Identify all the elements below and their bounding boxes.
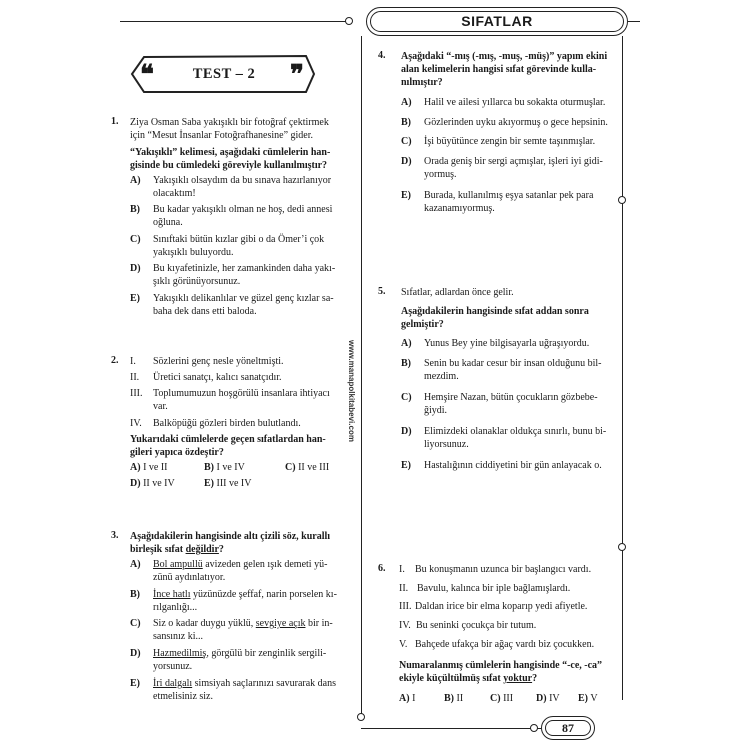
option-text-line2: yakışıklı buluyordu. [153, 247, 234, 258]
option-text-line1: İşi büyütünce zengin bir semte taşınmışlar. [424, 136, 596, 147]
option-text-line2: ğiydi. [424, 405, 448, 416]
roman-item-text: Üretici sanatçı, kalıcı sanatçıdır. [153, 372, 282, 383]
roman-numeral: I. [399, 564, 405, 575]
answer-letter: E) [204, 478, 214, 489]
page-title: SIFATLAR [461, 13, 533, 29]
answer-text: II ve IV [143, 478, 175, 489]
answer-letter: A) [399, 693, 410, 704]
option-text-line1 [153, 677, 336, 691]
answer-text: III [503, 693, 514, 704]
underlined-phrase: İri dalgalı [153, 678, 193, 689]
question-number: 1. [111, 116, 119, 127]
roman-item-text: Balköpüğü gözleri birden bulutlandı. [153, 418, 301, 429]
roman-item-text: Bahçede ufakça bir ağaç vardı biz çocukken. [415, 639, 595, 650]
roman-item [130, 417, 350, 431]
answer-a[interactable] [130, 462, 168, 473]
answer-letter: C) [490, 693, 501, 704]
option-letter: C) [401, 136, 412, 147]
q5-ask-line1: Aşağıdakilerin hangisinde sıfat addan sonra [401, 306, 589, 317]
roman-item [130, 387, 350, 415]
option-letter: E) [401, 190, 411, 201]
q3-ask-mark: ? [218, 544, 224, 555]
answer-b[interactable] [444, 693, 463, 704]
q3-ask-line2 [130, 543, 224, 557]
option-text-line2: baha dek dans etti baloda. [153, 306, 257, 317]
roman-item [399, 600, 619, 614]
answer-c[interactable] [490, 693, 513, 704]
footer-rule [361, 728, 541, 729]
option-text-line2: oğluna. [153, 217, 183, 228]
q5-ask-line2: gelmiştir? [401, 319, 444, 330]
q6-ask-line2 [399, 672, 537, 686]
option-text-line2: yorsunuz. [153, 661, 193, 672]
option-text-line1: Yakışıklı olsaydım da bu sınava hazırlanıyor [153, 175, 332, 186]
option-text-line2: yormuş. [424, 169, 457, 180]
option-letter: D) [130, 263, 141, 274]
option-text-line2: kazanamıyormuş. [424, 203, 495, 214]
option-text-line1: Orada geniş bir sergi açmışlar, işleri iyi gidi- [424, 156, 603, 167]
q4-ask-line2: alan kelimelerin hangisi sıfat görevinde kulla- [401, 64, 597, 75]
option-b[interactable] [130, 588, 350, 616]
option-text-rest: simsiyah saçlarınızı savurarak dans [192, 678, 336, 689]
option-b[interactable] [401, 116, 616, 130]
option-letter: E) [130, 293, 140, 304]
underlined-phrase: sevgiye açık [255, 618, 306, 629]
page-number: 87 [562, 721, 574, 735]
answer-a[interactable] [399, 693, 415, 704]
roman-numeral: I. [130, 356, 136, 367]
answer-letter: B) [444, 693, 454, 704]
option-a[interactable] [401, 96, 616, 110]
option-text-rest: avizeden gelen ışık demeti yü- [202, 559, 328, 570]
option-c[interactable] [130, 617, 350, 645]
option-text-line2: liyorsunuz. [424, 439, 469, 450]
option-a[interactable] [130, 558, 350, 586]
answer-text: II ve III [298, 462, 330, 473]
option-letter: E) [401, 460, 411, 471]
watermark: www.manapolkitabevi.com [347, 340, 356, 442]
option-a[interactable] [130, 174, 350, 202]
option-text-line1: Yunus Bey yine bilgisayarla uğraşıyordu. [424, 338, 590, 349]
roman-numeral: II. [399, 583, 409, 594]
q1-ask-line2: gisinde bu cümledeki göreviyle kullanılmıştır? [130, 160, 328, 171]
option-letter: D) [130, 648, 141, 659]
banner-close-quote: ❞ [290, 60, 304, 89]
roman-item [130, 355, 350, 369]
option-text-line1: Sınıftaki bütün kızlar gibi o da Ömer’i çok [153, 234, 325, 245]
option-text-line1 [153, 588, 337, 602]
option-text-rest: , görgülü bir zenginlik sergili- [206, 648, 327, 659]
answer-letter: B) [204, 462, 214, 473]
option-text-line2: zünü aydınlatıyor. [153, 572, 226, 583]
answer-b[interactable] [204, 462, 245, 473]
option-b[interactable] [130, 203, 350, 231]
option-d[interactable] [130, 262, 350, 290]
option-text-line1 [153, 558, 327, 572]
option-letter: B) [130, 589, 140, 600]
option-c[interactable] [401, 391, 616, 419]
answer-text: I [412, 693, 416, 704]
option-text-line1: Hastalığının ciddiyetini bir gün anlayacak o. [424, 460, 602, 471]
option-e[interactable] [401, 459, 616, 473]
underlined-phrase: İnce hatlı [153, 589, 191, 600]
option-text-line2: rılganlığı... [153, 602, 198, 613]
q4-ask-line3: nılmıştır? [401, 77, 443, 88]
column-divider [361, 36, 362, 716]
option-text-pre: Siz o kadar duygu yüklü, [153, 618, 256, 629]
question-number: 2. [111, 355, 119, 366]
option-text-line1: Elimizdeki olanaklar oldukça sınırlı, bunu bi- [424, 426, 607, 437]
option-d[interactable] [130, 647, 350, 675]
footer-rule-dot [530, 724, 538, 732]
banner-open-quote: ❝ [140, 60, 154, 89]
roman-numeral: IV. [399, 620, 411, 631]
roman-numeral: III. [399, 601, 412, 612]
option-b[interactable] [401, 357, 616, 385]
q1-stem-line1: Ziya Osman Saba yakışıklı bir fotoğraf çektirmek [130, 117, 329, 128]
question-number: 5. [378, 286, 386, 297]
roman-item [399, 582, 619, 596]
roman-item-text: Bu konuşmanın uzunca bir başlangıcı vardı. [415, 564, 592, 575]
header-rule-right [628, 21, 640, 22]
answer-text: I ve II [143, 462, 168, 473]
answer-d[interactable] [536, 693, 560, 704]
answer-letter: C) [285, 462, 296, 473]
option-text-line1: Halil ve ailesi yıllarca bu sokakta oturmuşlar. [424, 97, 606, 108]
right-rule-dot-top [618, 196, 626, 204]
underlined-phrase: Hazmedilmiş [153, 648, 207, 659]
q2-ask-line2: gileri yapıca özdeştir? [130, 447, 224, 458]
roman-item [399, 563, 619, 577]
option-text-line2: etmelisiniz siz. [153, 691, 213, 702]
q2-ask-line1: Yukarıdaki cümlelerde geçen sıfatlardan han- [130, 434, 326, 445]
title-box [366, 7, 628, 36]
option-letter: E) [130, 678, 140, 689]
question-number: 3. [111, 530, 119, 541]
question-number: 4. [378, 50, 386, 61]
answer-text: III ve IV [216, 478, 252, 489]
q5-stem: Sıfatlar, adlardan önce gelir. [401, 287, 514, 298]
underlined-phrase: Bol ampullü [153, 559, 203, 570]
option-letter: B) [401, 117, 411, 128]
q6-ask-text: ekiyle küçültülmüş sıfat [399, 673, 504, 684]
option-text-line2: sansınız ki... [153, 631, 203, 642]
roman-numeral: IV. [130, 418, 142, 429]
q3-ask-line1: Aşağıdakilerin hangisinde altı çizili söz, kurallı [130, 531, 331, 542]
option-text-rest: bir in- [305, 618, 333, 629]
banner-title: TEST – 2 [192, 66, 256, 82]
answer-c[interactable] [285, 462, 329, 473]
option-d[interactable] [401, 425, 616, 453]
option-letter: D) [401, 426, 412, 437]
option-e[interactable] [130, 677, 350, 705]
right-rule-dot-bottom [618, 543, 626, 551]
right-rule [622, 36, 623, 700]
question-number: 6. [378, 563, 386, 574]
option-letter: A) [401, 97, 412, 108]
q3-ask-text: birleşik sıfat [130, 544, 186, 555]
option-text-line1: Bu kadar yakışıklı olman ne hoş, dedi annesi [153, 204, 333, 215]
answer-text: I ve IV [216, 462, 245, 473]
roman-item-text: Daldan irice bir elma koparıp yedi afiyetle. [415, 601, 588, 612]
option-e[interactable] [401, 189, 616, 217]
option-text-line1 [153, 617, 333, 631]
option-e[interactable] [130, 292, 350, 320]
roman-item [130, 371, 350, 385]
option-letter: C) [130, 618, 141, 629]
option-letter: B) [130, 204, 140, 215]
q1-stem-line2: için “Mesut İnsanlar Fotoğrafhanesine” gider. [130, 130, 313, 141]
option-text-line1 [153, 647, 326, 661]
roman-item [399, 638, 619, 652]
option-letter: A) [130, 175, 141, 186]
header-rule-left-dot [345, 17, 353, 25]
roman-item-text: Sözlerini genç nesle yöneltmişti. [153, 356, 284, 367]
option-text-line2: olacaktım! [153, 188, 196, 199]
roman-numeral: III. [130, 388, 143, 399]
option-letter: B) [401, 358, 411, 369]
option-text-line1: Hemşire Nazan, bütün çocukların gözbebe- [424, 392, 598, 403]
q6-ask-mark: ? [532, 673, 538, 684]
roman-item [399, 619, 619, 633]
q4-ask-line1: Aşağıdaki “-mış (-mış, -muş, -müş)” yapım ekini [401, 51, 608, 62]
option-text-line1: Yakışıklı delikanlılar ve güzel genç kızlar sa- [153, 293, 334, 304]
option-letter: A) [130, 559, 141, 570]
answer-letter: D) [536, 693, 547, 704]
answer-text: V [590, 693, 598, 704]
q3-ask-emphasis: değildir [185, 544, 219, 555]
header-rule-left [120, 21, 350, 22]
option-text-rest: yüzünüzde şeffaf, narin porselen kı- [190, 589, 337, 600]
roman-item-text-line2: var. [153, 401, 168, 412]
answer-d[interactable] [130, 478, 175, 489]
option-text-line1: Gözlerinden uyku akıyormuş o gece hepsinin. [424, 117, 608, 128]
option-text-line1: Senin bu kadar cesur bir insan olduğunu bil- [424, 358, 602, 369]
option-a[interactable] [401, 337, 616, 351]
answer-text: II [456, 693, 464, 704]
roman-numeral: II. [130, 372, 140, 383]
answer-e[interactable] [204, 478, 251, 489]
answer-text: IV [549, 693, 560, 704]
column-divider-dot [357, 713, 365, 721]
roman-numeral: V. [399, 639, 408, 650]
option-letter: D) [401, 156, 412, 167]
q6-ask-line1: Numaralanmış cümlelerin hangisinde “-ce, -ca” [399, 660, 603, 671]
test-banner [128, 54, 320, 94]
option-letter: A) [401, 338, 412, 349]
option-text-line1: Burada, kullanılmış eşya satanlar pek para [424, 190, 594, 201]
page-number-box [541, 716, 595, 740]
roman-item-text: Bu seninki çocukça bir tutum. [416, 620, 537, 631]
option-d[interactable] [401, 155, 616, 183]
roman-item-text: Toplumumuzun hoşgörülü insanlara ihtiyacı [153, 388, 330, 399]
q6-ask-emphasis: yoktur [503, 673, 533, 684]
answer-letter: D) [130, 478, 141, 489]
answer-e[interactable] [578, 693, 598, 704]
option-c[interactable] [401, 135, 616, 149]
option-letter: C) [401, 392, 412, 403]
option-text-line2: şıklı görünüyorsunuz. [153, 276, 241, 287]
answer-letter: E) [578, 693, 588, 704]
roman-item-text: Bavulu, kalınca bir iple bağlamışlardı. [417, 583, 571, 594]
q1-ask-line1: “Yakışıklı” kelimesi, aşağıdaki cümlelerin han- [130, 147, 331, 158]
option-c[interactable] [130, 233, 350, 261]
option-text-line1: Bu kıyafetinizle, her zamankinden daha yakı- [153, 263, 336, 274]
option-text-line2: mezdim. [424, 371, 459, 382]
option-letter: C) [130, 234, 141, 245]
answer-letter: A) [130, 462, 141, 473]
